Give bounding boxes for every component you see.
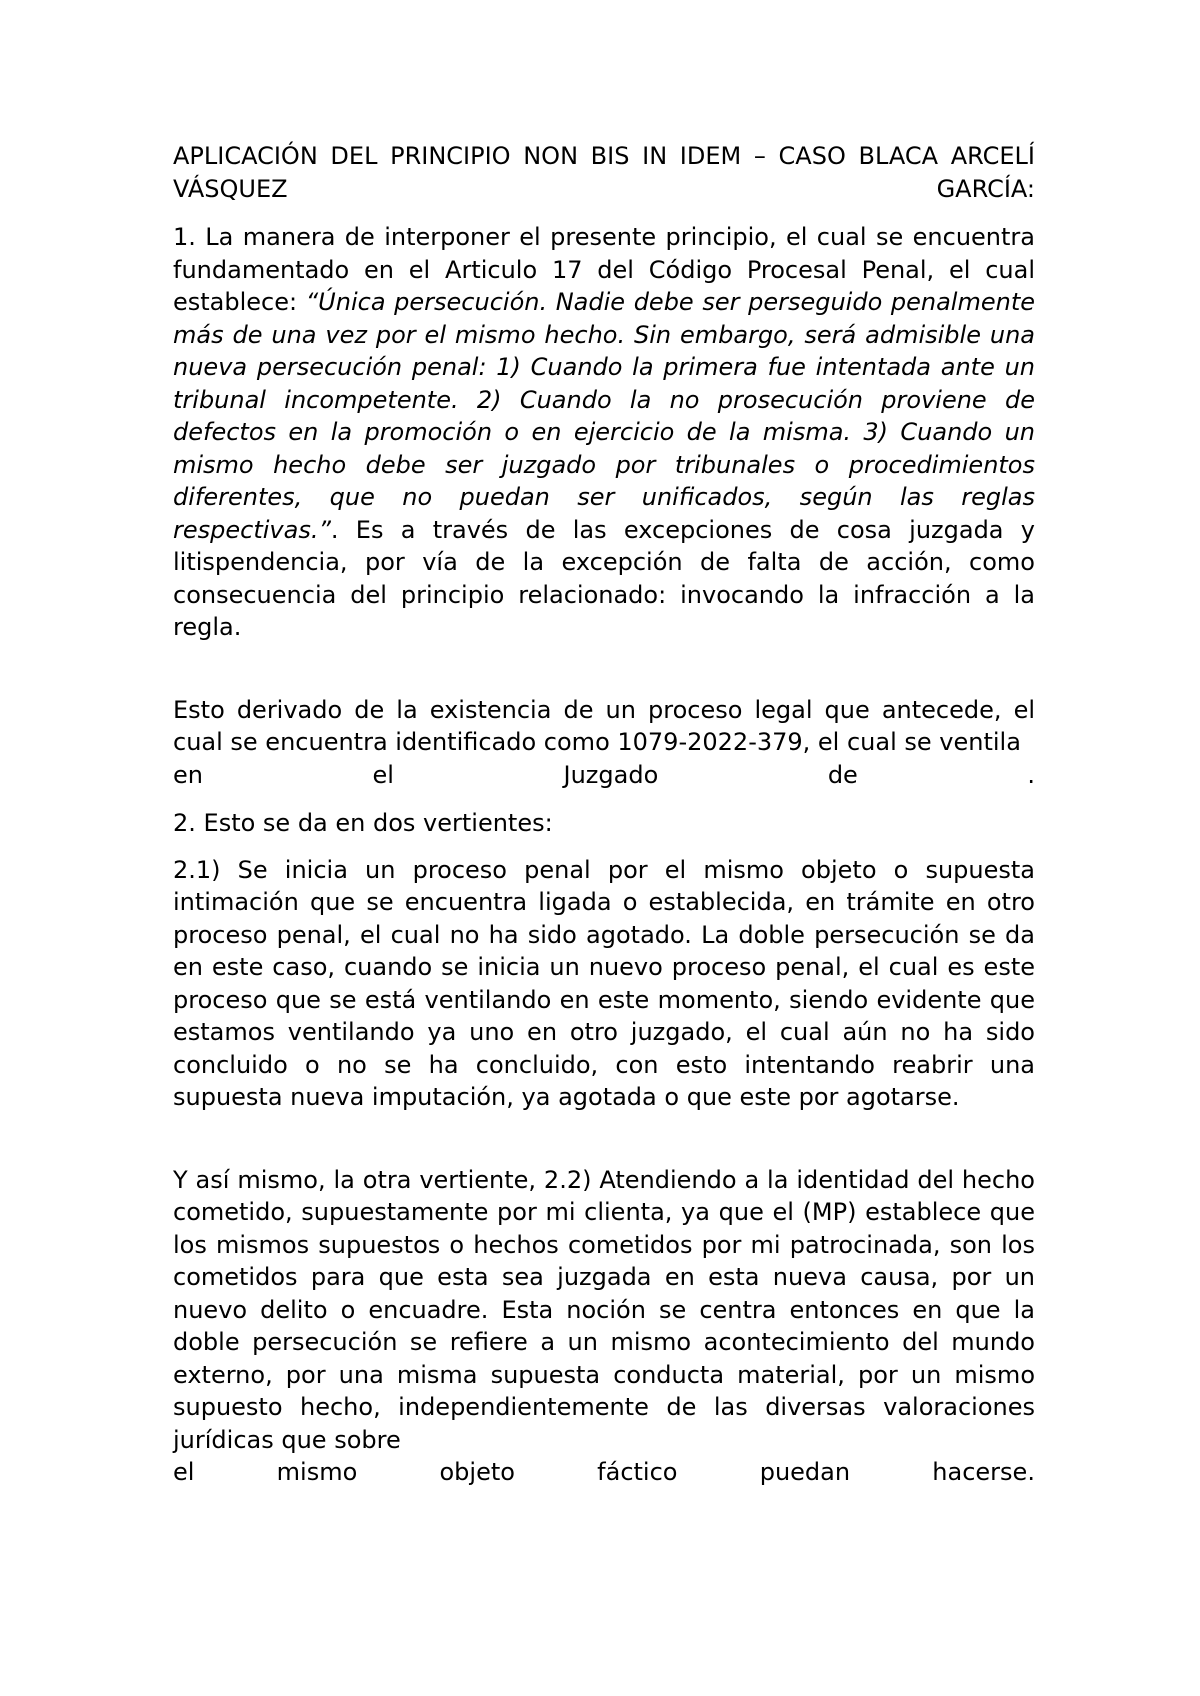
title-line-1: APLICACIÓN DEL PRINCIPIO NON BIS IN IDEM – CASO BLACA ARCELÍ [173, 142, 1035, 170]
paragraph-1-rest: . Es a través de las excepciones de cosa juzgada y litispendencia, por vía de la excepción de falta de acción, como consecuencia del principio relacionado: invocando la infracción a la regla. [173, 515, 1035, 641]
word: de [827, 760, 858, 789]
word: objeto [439, 1458, 515, 1486]
word: . [1027, 760, 1035, 789]
paragraph-1 [173, 221, 1035, 644]
document-title [173, 140, 1035, 205]
word: hacerse. [932, 1458, 1035, 1486]
paragraph-vertiente-1: 2.1) Se inicia un proceso penal por el mismo objeto o supuesta intimación que se encuentra ligada o establecida, en trámite en otro proceso penal, el cual no ha sido agotado. La doble persecución se da en este caso, cuando se inicia un nuevo proceso penal, el cual es este proceso que se está ventilando en este momento, siendo evidente que estamos ventilando ya uno en otro juzgado, el cual aún no ha sido concluido o no se ha concluido, con esto intentando reabrir una supuesta nueva imputación, ya agotada o que este por agotarse. [173, 855, 1035, 1111]
word: el [173, 1458, 195, 1486]
title-surname-1: VÁSQUEZ [173, 174, 288, 203]
word: el [372, 760, 394, 789]
word: en [173, 760, 203, 789]
title-line-2 [173, 173, 1035, 206]
paragraph-1-intro: 1. La manera de interponer el presente principio, el cual se encuentra fundamentado en el Articulo 17 del Código Procesal Penal, el cual establece: [173, 223, 1035, 316]
paragraph-1-quote: “Única persecución. Nadie debe ser perseguido penalmente más de una vez por el mismo hecho. Sin embargo, será admisible una nueva persecución penal: 1) Cuando la primera fue intentada ante un tribunal incompetente. 2) Cuando la no prosecución proviene de defectos en la promoción o en ejercicio de la misma. 3) Cuando un mismo hecho debe ser juzgado por tribunales o procedimientos diferentes, que no puedan ser unificados, según las reglas respectivas.” [173, 288, 1036, 544]
document-page [173, 140, 1035, 1489]
word: Juzgado [563, 760, 659, 789]
section-heading-vertientes: 2. Esto se da en dos vertientes: [173, 809, 553, 837]
paragraph-2-last-line [173, 759, 1035, 792]
word: mismo [276, 1458, 358, 1486]
word: fáctico [597, 1458, 678, 1486]
paragraph-vertiente-2-last-line [173, 1456, 1035, 1489]
paragraph-2: Esto derivado de la existencia de un proceso legal que antecede, el cual se encuentra identificado como 1079-2022-379, el cual se ventila [173, 695, 1035, 756]
title-surname-2: GARCÍA: [936, 174, 1035, 203]
word: puedan [759, 1458, 851, 1486]
paragraph-vertiente-2: Y así mismo, la otra vertiente, 2.2) Atendiendo a la identidad del hecho cometido, supuestamente por mi clienta, ya que el (MP) establece que los mismos supuestos o hechos cometidos por mi patrocinada, son los cometidos para que esta sea juzgada en esta nueva causa, por un nuevo delito o encuadre. Esta noción se centra entonces en que la doble persecución se refiere a un mismo acontecimiento del mundo externo, por una misma supuesta conducta material, por un mismo supuesto hecho, independientemente de las diversas valoraciones jurídicas que sobre [173, 1165, 1035, 1454]
